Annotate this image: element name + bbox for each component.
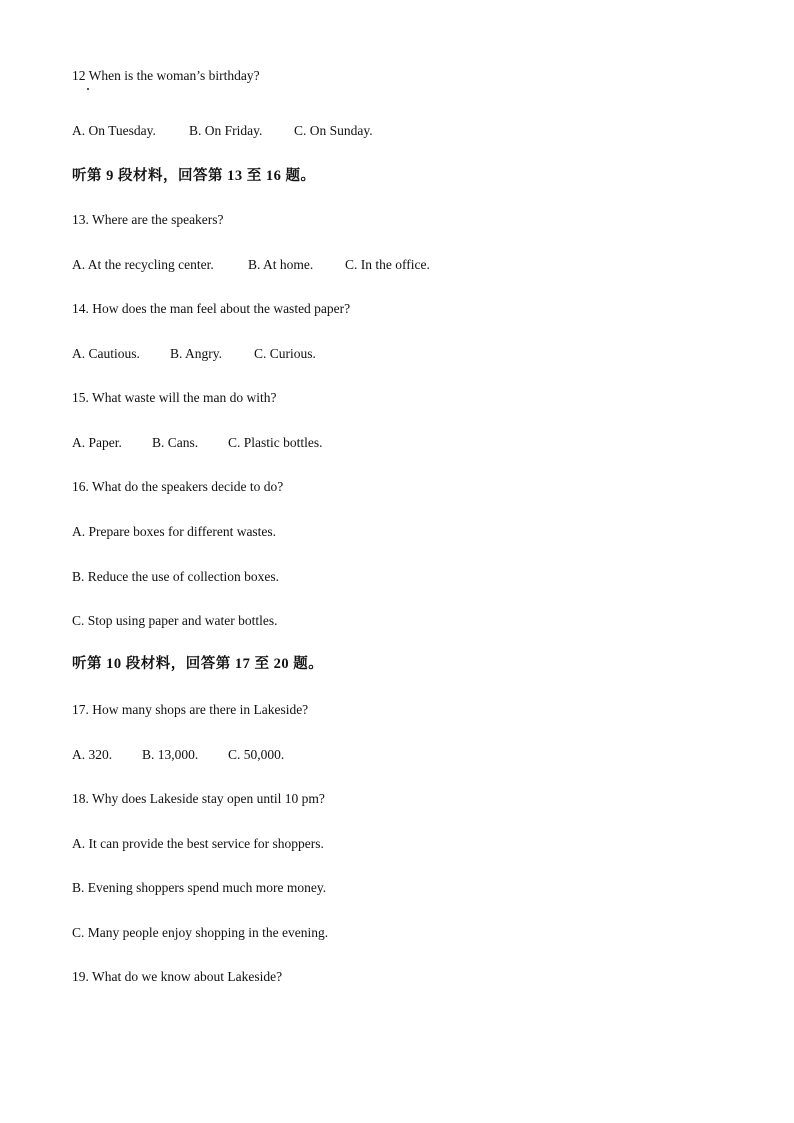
question-17-options [72,747,284,763]
q18-option-b: B. Evening shoppers spend much more money. [72,880,327,895]
q17-option-c: C. 50,000. [228,747,285,762]
q12-option-b: B. On Friday. [189,123,263,138]
section-10-heading: 听第 10 段材料，回答第 17 至 20 题。 [72,656,324,672]
q13-option-a: A. At the recycling center. [72,257,214,272]
question-17: 17. How many shops are there in Lakeside? [72,702,309,717]
q15-option-a: A. Paper. [72,435,122,450]
stray-dot [87,88,89,90]
q16-option-a: A. Prepare boxes for different wastes. [72,524,277,539]
question-12-options [72,123,373,139]
question-16: 16. What do the speakers decide to do? [72,479,284,494]
question-13: 13. Where are the speakers? [72,212,224,227]
question-18: 18. Why does Lakeside stay open until 10 pm? [72,791,325,806]
q12-option-a: A. On Tuesday. [72,123,156,138]
section-9-heading: 听第 9 段材料，回答第 13 至 16 题。 [72,168,316,184]
q15-option-c: C. Plastic bottles. [228,435,323,450]
q12-option-c: C. On Sunday. [294,123,373,138]
q14-option-c: C. Curious. [254,346,316,361]
question-14-options [72,346,316,362]
q17-option-b: B. 13,000. [142,747,199,762]
q18-option-c: C. Many people enjoy shopping in the evening. [72,925,329,940]
question-15-options [72,435,323,451]
question-14: 14. How does the man feel about the wasted paper? [72,301,351,316]
q14-option-b: B. Angry. [170,346,223,361]
q16-option-c: C. Stop using paper and water bottles. [72,613,278,628]
q13-option-c: C. In the office. [345,257,430,272]
q17-option-a: A. 320. [72,747,113,762]
q15-option-b: B. Cans. [152,435,199,450]
question-12: 12 When is the woman’s birthday? [72,68,260,83]
q14-option-a: A. Cautious. [72,346,140,361]
q18-option-a: A. It can provide the best service for shoppers. [72,836,324,851]
q13-option-b: B. At home. [248,257,314,272]
question-13-options [72,257,430,273]
question-19: 19. What do we know about Lakeside? [72,969,283,984]
question-15: 15. What waste will the man do with? [72,390,277,405]
q16-option-b: B. Reduce the use of collection boxes. [72,569,279,584]
